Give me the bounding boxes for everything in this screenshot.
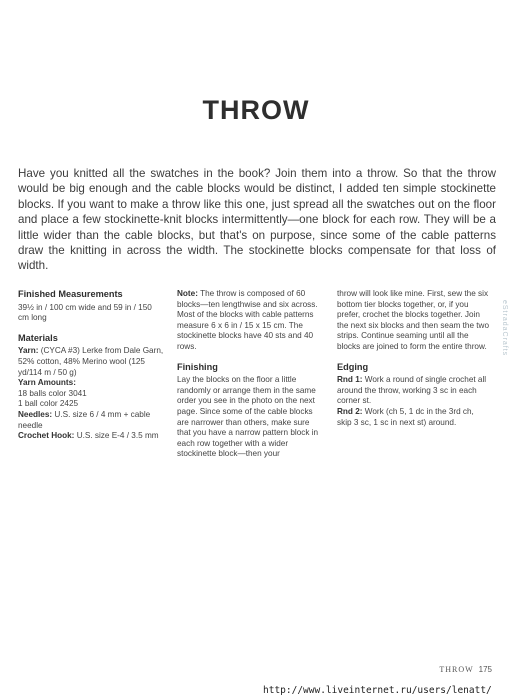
url-watermark: http://www.liveinternet.ru/users/lenatt/ xyxy=(263,685,492,696)
finishing-heading: Finishing xyxy=(177,361,218,372)
rnd-1-text: Work a round of single crochet all around the throw, working 3 sc in each corner st. xyxy=(337,375,487,406)
yarn-text: (CYCA #3) Lerke from Dale Garn, 52% cotton, 48% Merino wool (125 yd/114 m / 50 g) xyxy=(18,346,164,377)
crochet-hook-line xyxy=(18,431,164,442)
rnd-2-text: Work (ch 5, 1 dc in the 3rd ch, skip 3 sc, 1 sc in next st) around. xyxy=(337,406,474,427)
column-2 xyxy=(177,289,324,460)
rnd-2-line xyxy=(337,407,489,428)
needles-text: U.S. size 6 / 4 mm + cable needle xyxy=(18,409,151,430)
yarn-label: Yarn: xyxy=(18,346,39,356)
footer-label: THROW xyxy=(439,665,474,674)
page-title: THROW xyxy=(202,95,310,125)
page-footer xyxy=(439,665,492,674)
finished-measurements-heading: Finished Measurements xyxy=(18,289,123,299)
yarn-line xyxy=(18,346,164,378)
finishing-continued-text: throw will look like mine. First, sew the six bottom tier blocks together, or, if you prefer, crochet the blocks together. Join the next six blocks and then seam the two strips. Continue seaming until all the blocks are joined to form the entire throw. xyxy=(337,289,490,351)
page-number: 175 xyxy=(478,665,492,674)
edging-heading: Edging xyxy=(337,361,369,372)
column-1 xyxy=(18,289,164,442)
rnd-1-label: Rnd 1: xyxy=(337,375,363,385)
crochet-hook-label: Crochet Hook: xyxy=(18,431,75,441)
rnd-2-label: Rnd 2: xyxy=(337,406,363,416)
materials-heading: Materials xyxy=(18,332,58,343)
yarn-amounts-text: 18 balls color 3041 1 ball color 2425 xyxy=(18,388,87,409)
finished-measurements-text: 39½ in / 100 cm wide and 59 in / 150 cm long xyxy=(18,302,152,323)
note-paragraph xyxy=(177,289,324,353)
needles-label: Needles: xyxy=(18,409,53,419)
intro-paragraph: Have you knitted all the swatches in the book? Join them into a throw. So that the throw would be big enough and the cable blocks would be distinct, I added ten simple stockinette blocks. If you want to make a throw like this one, just spread all the swatches out on the floor and place a few stockinette-knit blocks intermittently—one block for each row. They will be a little wider than the cable blocks, but that's on purpose, since some of the cable patterns draw the knitting in across the width. The stockinette blocks compensate for that loss of width. xyxy=(18,167,496,273)
rnd-1-line xyxy=(337,375,489,407)
needles-line xyxy=(18,410,164,431)
note-label: Note: xyxy=(177,289,198,298)
crochet-hook-text: U.S. size E-4 / 3.5 mm xyxy=(76,431,159,441)
finishing-text: Lay the blocks on the floor a little randomly or arrange them in the same order you see in the photo on the next page. Since some of the cable blocks are narrower than others, make sure that you have a narrow pattern block in each row together with a wider stockinette block—then your xyxy=(177,375,319,459)
side-watermark: eStradaCrafts xyxy=(501,300,508,357)
column-3 xyxy=(337,289,489,428)
yarn-amounts-label: Yarn Amounts: xyxy=(18,378,76,388)
note-text: The throw is composed of 60 blocks—ten lengthwise and six across. Most of the blocks with cable patterns measure 6 x 6 in / 15 x 15 cm. The stockinette blocks have 40 sts and 40 rows. xyxy=(177,289,318,351)
